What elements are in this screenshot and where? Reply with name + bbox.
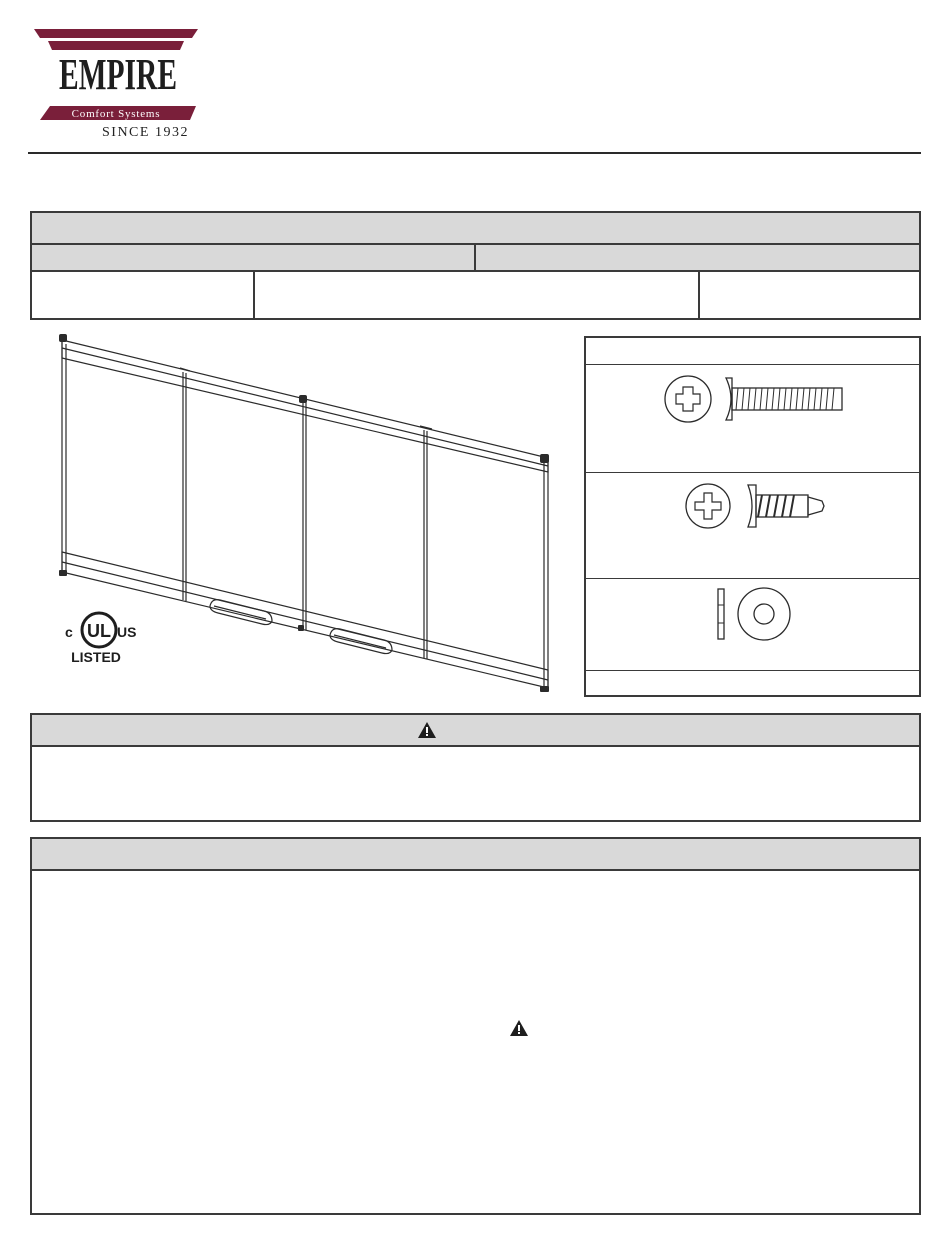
spec-table: [30, 211, 921, 320]
ul-letters: UL: [87, 621, 111, 641]
self-drilling-screw-icon: [586, 473, 923, 579]
logo-since: SINCE 1932: [102, 125, 189, 140]
ul-c-mark: c: [65, 624, 73, 640]
instructions-header: [32, 839, 919, 871]
logo-brand: EMPIRE: [59, 50, 177, 99]
spec-cell: [478, 272, 699, 318]
spec-cell-divider: [253, 272, 255, 318]
spec-cell: [255, 272, 476, 318]
warning-header: [32, 715, 919, 747]
spec-cell: [32, 272, 253, 318]
spec-table-subheader-right: [476, 245, 919, 272]
hardware-row-machine-screw: [586, 365, 919, 473]
ul-listed-text: LISTED: [71, 649, 121, 665]
hardware-row-tek-screw: [586, 473, 919, 579]
warning-triangle-icon: [509, 1019, 529, 1037]
hardware-parts-box: [584, 336, 921, 697]
warning-triangle-icon: [417, 721, 437, 739]
ul-logo: [60, 606, 138, 666]
hardware-header-row: [586, 338, 919, 365]
ul-us-mark: US: [117, 624, 137, 640]
ul-listed-mark: [60, 606, 138, 666]
spec-table-header: [32, 213, 919, 245]
spec-table-subheader-left: [32, 245, 476, 272]
spec-cell: [701, 272, 919, 318]
logo-tagline: Comfort Systems: [71, 108, 161, 120]
instructions-box: [30, 837, 921, 1215]
spec-cell-divider: [698, 272, 700, 318]
phillips-truss-screw-icon: [586, 365, 923, 473]
header-divider: [28, 152, 921, 154]
washer-icon: [586, 579, 923, 671]
warning-box: [30, 713, 921, 822]
empire-logo: [28, 26, 208, 144]
empire-logo-graphic: [28, 26, 208, 126]
hardware-row-washer: [586, 579, 919, 671]
